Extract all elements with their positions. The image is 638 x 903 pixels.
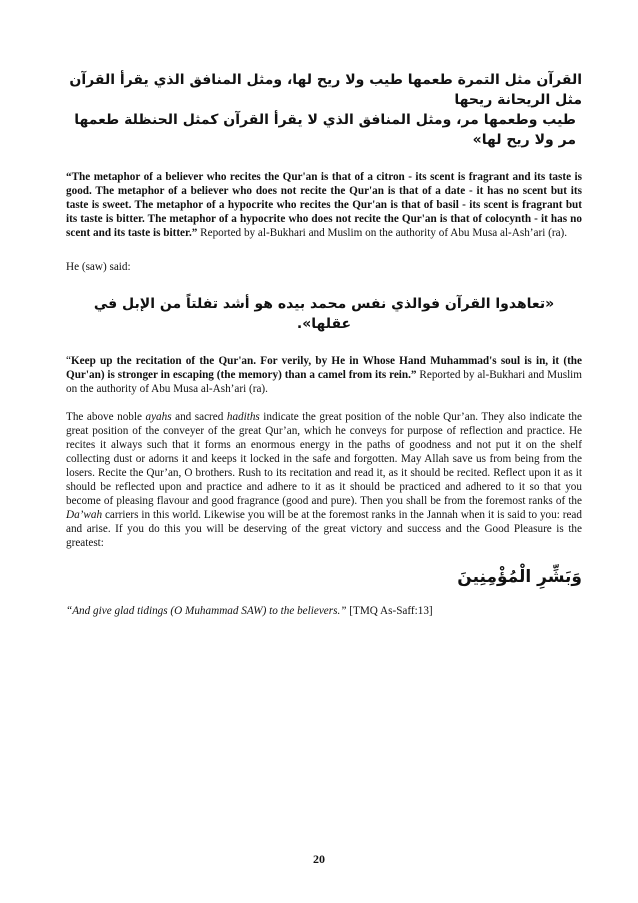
hadith1-paragraph xyxy=(66,170,582,240)
verse-translation: “And give glad tidings (O Muhammad SAW) to the believers.” xyxy=(66,605,347,617)
hadith1-translation: “The metaphor of a believer who recites the Qur'an is that of a citron - its scent is fragrant and its taste is good. The metaphor of a believer who does not recite the Qur'an is that of a date - it has no scent but its taste is sweet. The metaphor of a hypocrite who recites the Qur'an is that of basil - its scent is fragrant but its taste is bitter. The metaphor of a hypocrite who does not recite the Qur'an is that of colocynth - it has no scent and its taste is bitter.” xyxy=(66,171,582,239)
commentary-text-2: and sacred xyxy=(171,411,227,423)
verse-reference: [TMQ As-Saff:13] xyxy=(346,605,433,617)
commentary-text-1: The above noble xyxy=(66,411,146,423)
hadith1-arabic-line1: القرآن مثل التمرة طعمها طيب ولا ريح لها، ومثل المنافق الذي يقرأ القرآن مثل الريحانة ريحها xyxy=(69,72,582,108)
page-number: 20 xyxy=(313,852,325,866)
commentary-text-4: carriers in this world. Likewise you will be at the foremost ranks in the Jannah when it is said to you: read and arise. If you do this you will be deserving of the great victory and success and the Good Pleasure is the greatest: xyxy=(66,509,582,549)
commentary-dawah: Da’wah xyxy=(66,509,103,521)
hadith2-paragraph xyxy=(66,354,582,396)
hadith2-source: Reported by al-Bukhari and Muslim on the authority of Abu Musa al-Ash’ari (ra). xyxy=(66,369,582,395)
verse-paragraph xyxy=(66,604,582,618)
intro-said: He (saw) said: xyxy=(66,261,131,273)
commentary-ayahs: ayahs xyxy=(145,411,172,423)
hadith2-open-quote: “ xyxy=(66,355,71,367)
verse-arabic: وَبَشِّرِ الْمُؤْمِنِينَ xyxy=(457,567,582,587)
hadith2-translation: Keep up the recitation of the Qur'an. For verily, by He in Whose Hand Muhammad's soul is in, it (the Qur'an) is stronger in escaping (the memory) than a camel from its rein.” xyxy=(66,355,582,381)
commentary-paragraph xyxy=(66,410,582,550)
page-body xyxy=(66,70,582,618)
commentary-hadiths: hadiths xyxy=(226,411,260,423)
hadith2-arabic: «تعاهدوا القرآن فوالذي نفس محمد بيده هو أشد تفلتاً من الإبل في عقلها». xyxy=(93,296,555,332)
hadith1-arabic-line2: طيب وطعمها مر، ومثل المنافق الذي لا يقرأ القرآن كمثل الحنظلة طعمها مر ولا ريح لها» xyxy=(74,112,576,148)
hadith1-source: Reported by al-Bukhari and Muslim on the authority of Abu Musa al-Ash’ari (ra). xyxy=(200,227,568,239)
commentary-text-3: indicate the great position of the noble Qur’an. They also indicate the great position of the conveyer of the great Qur’an, which he conveys for purpose of reflection and practice. He recites it always such that it forms an enormous energy in the paths of goodness and not put it on the shelf collecting dust or adorns it and keeps it locked in the safe and forgotten. May Allah save us from being from the losers. Recite the Qur’an, O brothers. Rush to its recitation and read it, as it should be recited. Reflect upon it as it should be reflected upon and practice and adhere to it as it should be practiced and adhered to it so that you become of pleasing flavour and good fragrance (good and pure). Then you shall be from the foremost ranks of the xyxy=(66,411,582,507)
